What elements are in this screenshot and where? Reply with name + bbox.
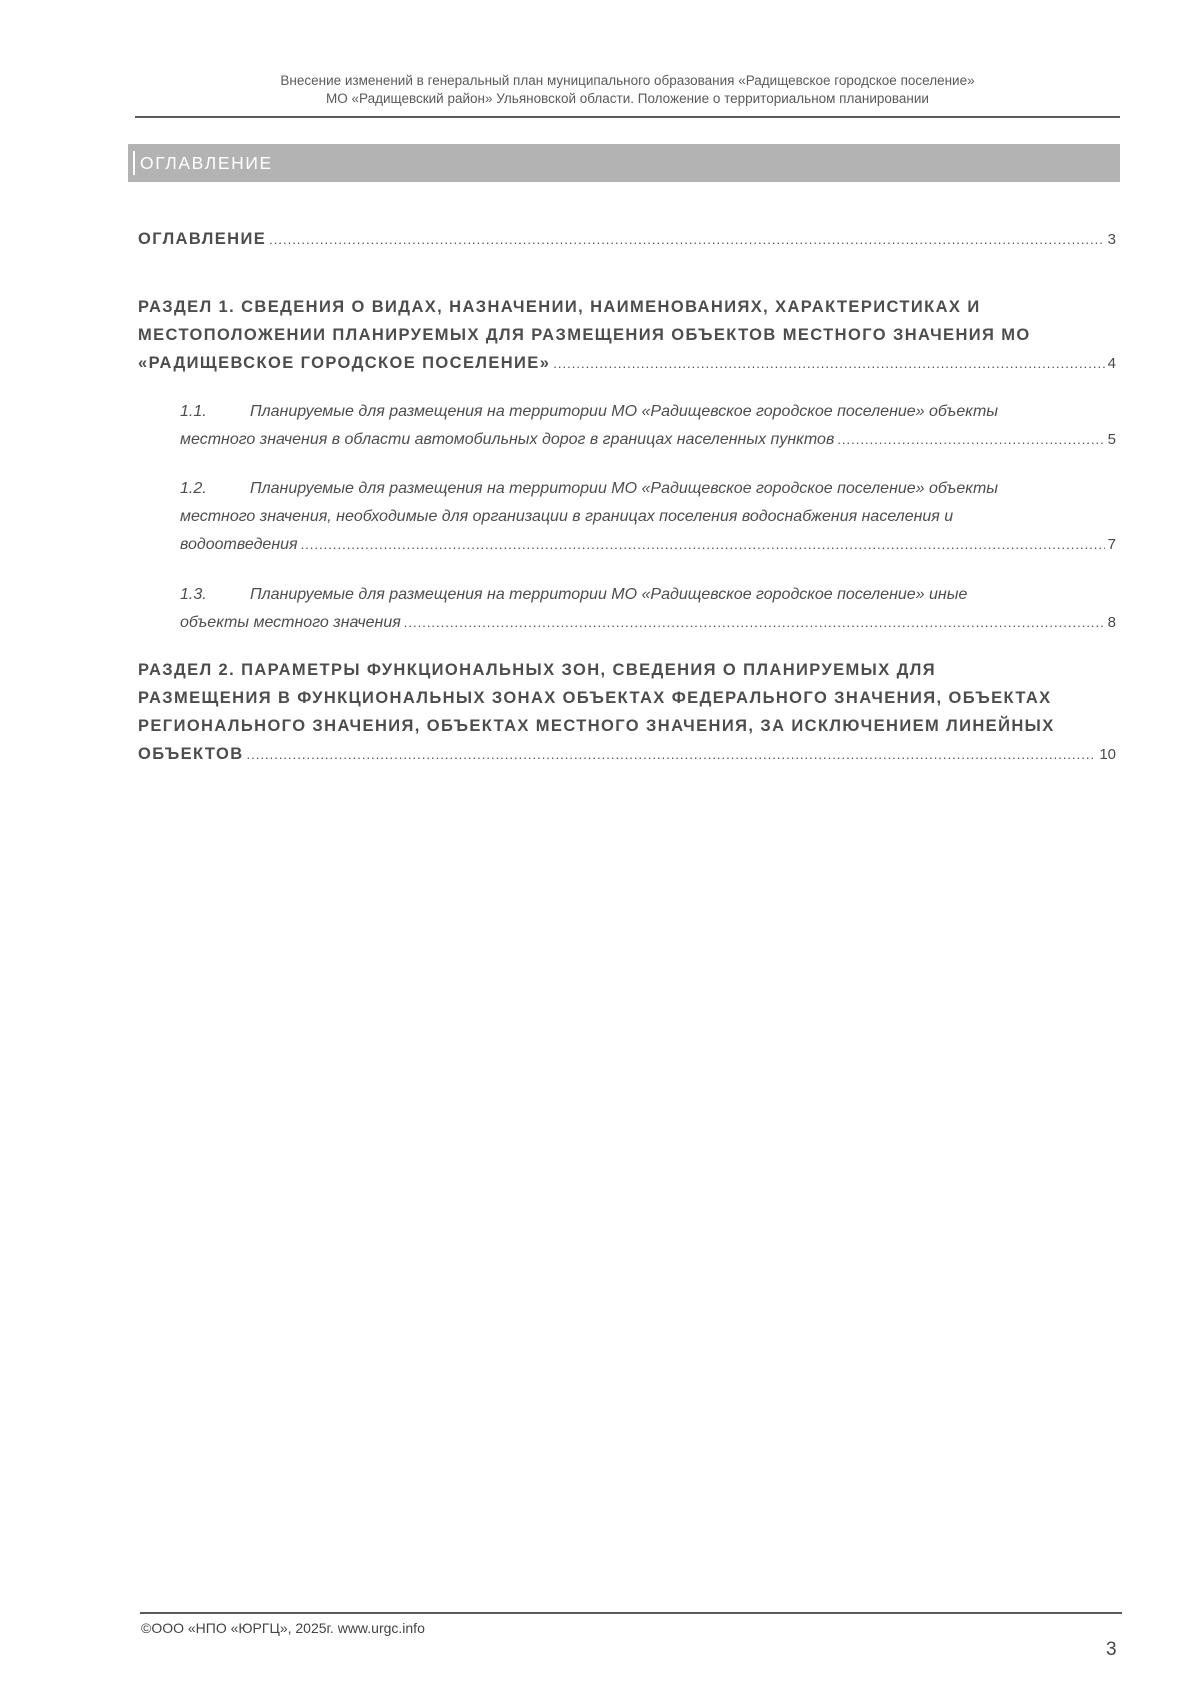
toc-dot-leader xyxy=(301,531,1105,559)
toc-entry-title: РЕГИОНАЛЬНОГО ЗНАЧЕНИЯ, ОБЪЕКТАХ МЕСТНОГО ЗНАЧЕНИЯ, ЗА ИСКЛЮЧЕНИЕМ ЛИНЕЙНЫХ xyxy=(138,717,1055,735)
toc-entry-line xyxy=(138,712,1116,740)
toc-entry-line xyxy=(180,503,1116,531)
toc-entry-line xyxy=(180,609,1116,637)
toc-entry-number: 1.1. xyxy=(180,403,207,420)
toc-entry-title: РАЗДЕЛ 2. ПАРАМЕТРЫ ФУНКЦИОНАЛЬНЫХ ЗОН, СВЕДЕНИЯ О ПЛАНИРУЕМЫХ ДЛЯ xyxy=(138,661,937,679)
toc-entry-title: МЕСТОПОЛОЖЕНИИ ПЛАНИРУЕМЫХ ДЛЯ РАЗМЕЩЕНИЯ ОБЪЕКТОВ МЕСТНОГО ЗНАЧЕНИЯ МО xyxy=(138,326,1031,344)
running-header-line-1: Внесение изменений в генеральный план муниципального образования «Радищевское городское поселение» xyxy=(280,73,975,88)
toc-entry-title: «РАДИЩЕВСКОЕ ГОРОДСКОЕ ПОСЕЛЕНИЕ» xyxy=(138,354,551,372)
toc-entry-number: 1.2. xyxy=(180,480,207,497)
toc-entry-number: 1.3. xyxy=(180,586,207,603)
page-number: 3 xyxy=(1106,1639,1117,1660)
toc-entry-title: Планируемые для размещения на территории МО «Радищевское городское поселение» объекты xyxy=(250,480,999,497)
toc-entry-title: ОГЛАВЛЕНИЕ xyxy=(138,230,267,248)
toc-page-number: 8 xyxy=(1107,614,1116,631)
toc-entry-title: объекты местного значения xyxy=(180,614,401,631)
running-header xyxy=(135,72,1120,108)
toc-entry-line xyxy=(138,656,1116,684)
footer-rule xyxy=(140,1612,1122,1614)
toc-entry[interactable] xyxy=(138,656,1116,769)
toc-page-number: 4 xyxy=(1107,355,1116,372)
footer-copyright: ©ООО «НПО «ЮРГЦ», 2025г. www.urgc.info xyxy=(141,1620,425,1636)
toc-entry[interactable] xyxy=(180,475,1116,559)
toc-entry-title: водоотведения xyxy=(180,536,298,553)
banner-accent-bar xyxy=(133,151,135,175)
toc-entry-line xyxy=(180,398,1116,426)
toc-entry-line xyxy=(138,684,1116,712)
toc-entry-line xyxy=(138,740,1116,769)
toc-entry[interactable] xyxy=(180,581,1116,637)
toc-entry[interactable] xyxy=(138,225,1116,254)
toc-page-number: 5 xyxy=(1107,431,1116,448)
toc-entry-line xyxy=(138,293,1116,321)
toc-entry[interactable] xyxy=(180,398,1116,454)
header-rule xyxy=(135,116,1120,118)
toc-page-number: 3 xyxy=(1107,231,1116,248)
toc-entry-line xyxy=(138,349,1116,378)
toc-dot-leader xyxy=(269,226,1105,254)
toc-entry-line xyxy=(138,225,1116,254)
toc-dot-leader xyxy=(404,609,1105,637)
toc-entry-title: РАЗДЕЛ 1. СВЕДЕНИЯ О ВИДАХ, НАЗНАЧЕНИИ, НАИМЕНОВАНИЯХ, ХАРАКТЕРИСТИКАХ И xyxy=(138,298,981,316)
toc-page-number: 7 xyxy=(1107,536,1116,553)
toc-entry-title: местного значения, необходимые для организации в границах поселения водоснабжения населения и xyxy=(180,508,954,525)
toc-entry-line xyxy=(180,426,1116,454)
running-header-line-2: МО «Радищевский район» Ульяновской области. Положение о территориальном планировании xyxy=(326,91,929,106)
toc-entry-title: Планируемые для размещения на территории МО «Радищевское городское поселение» иные xyxy=(250,586,968,603)
toc-entry-title: ОБЪЕКТОВ xyxy=(138,745,244,763)
toc-entry-title: Планируемые для размещения на территории МО «Радищевское городское поселение» объекты xyxy=(250,403,999,420)
section-banner xyxy=(128,144,1120,182)
banner-title: ОГЛАВЛЕНИЕ xyxy=(140,153,273,173)
toc-entry-line xyxy=(138,321,1116,349)
toc-entry[interactable] xyxy=(138,293,1116,378)
toc-dot-leader xyxy=(553,350,1104,378)
toc-entry-title: РАЗМЕЩЕНИЯ В ФУНКЦИОНАЛЬНЫХ ЗОНАХ ОБЪЕКТАХ ФЕДЕРАЛЬНОГО ЗНАЧЕНИЯ, ОБЪЕКТАХ xyxy=(138,689,1052,707)
toc-dot-leader xyxy=(247,741,1097,769)
toc-page-number: 10 xyxy=(1099,746,1116,763)
toc-dot-leader xyxy=(837,426,1104,454)
toc-entry-line xyxy=(180,475,1116,503)
toc-entry-title: местного значения в области автомобильных дорог в границах населенных пунктов xyxy=(180,431,835,448)
toc-entry-line xyxy=(180,531,1116,559)
toc-entry-line xyxy=(180,581,1116,609)
